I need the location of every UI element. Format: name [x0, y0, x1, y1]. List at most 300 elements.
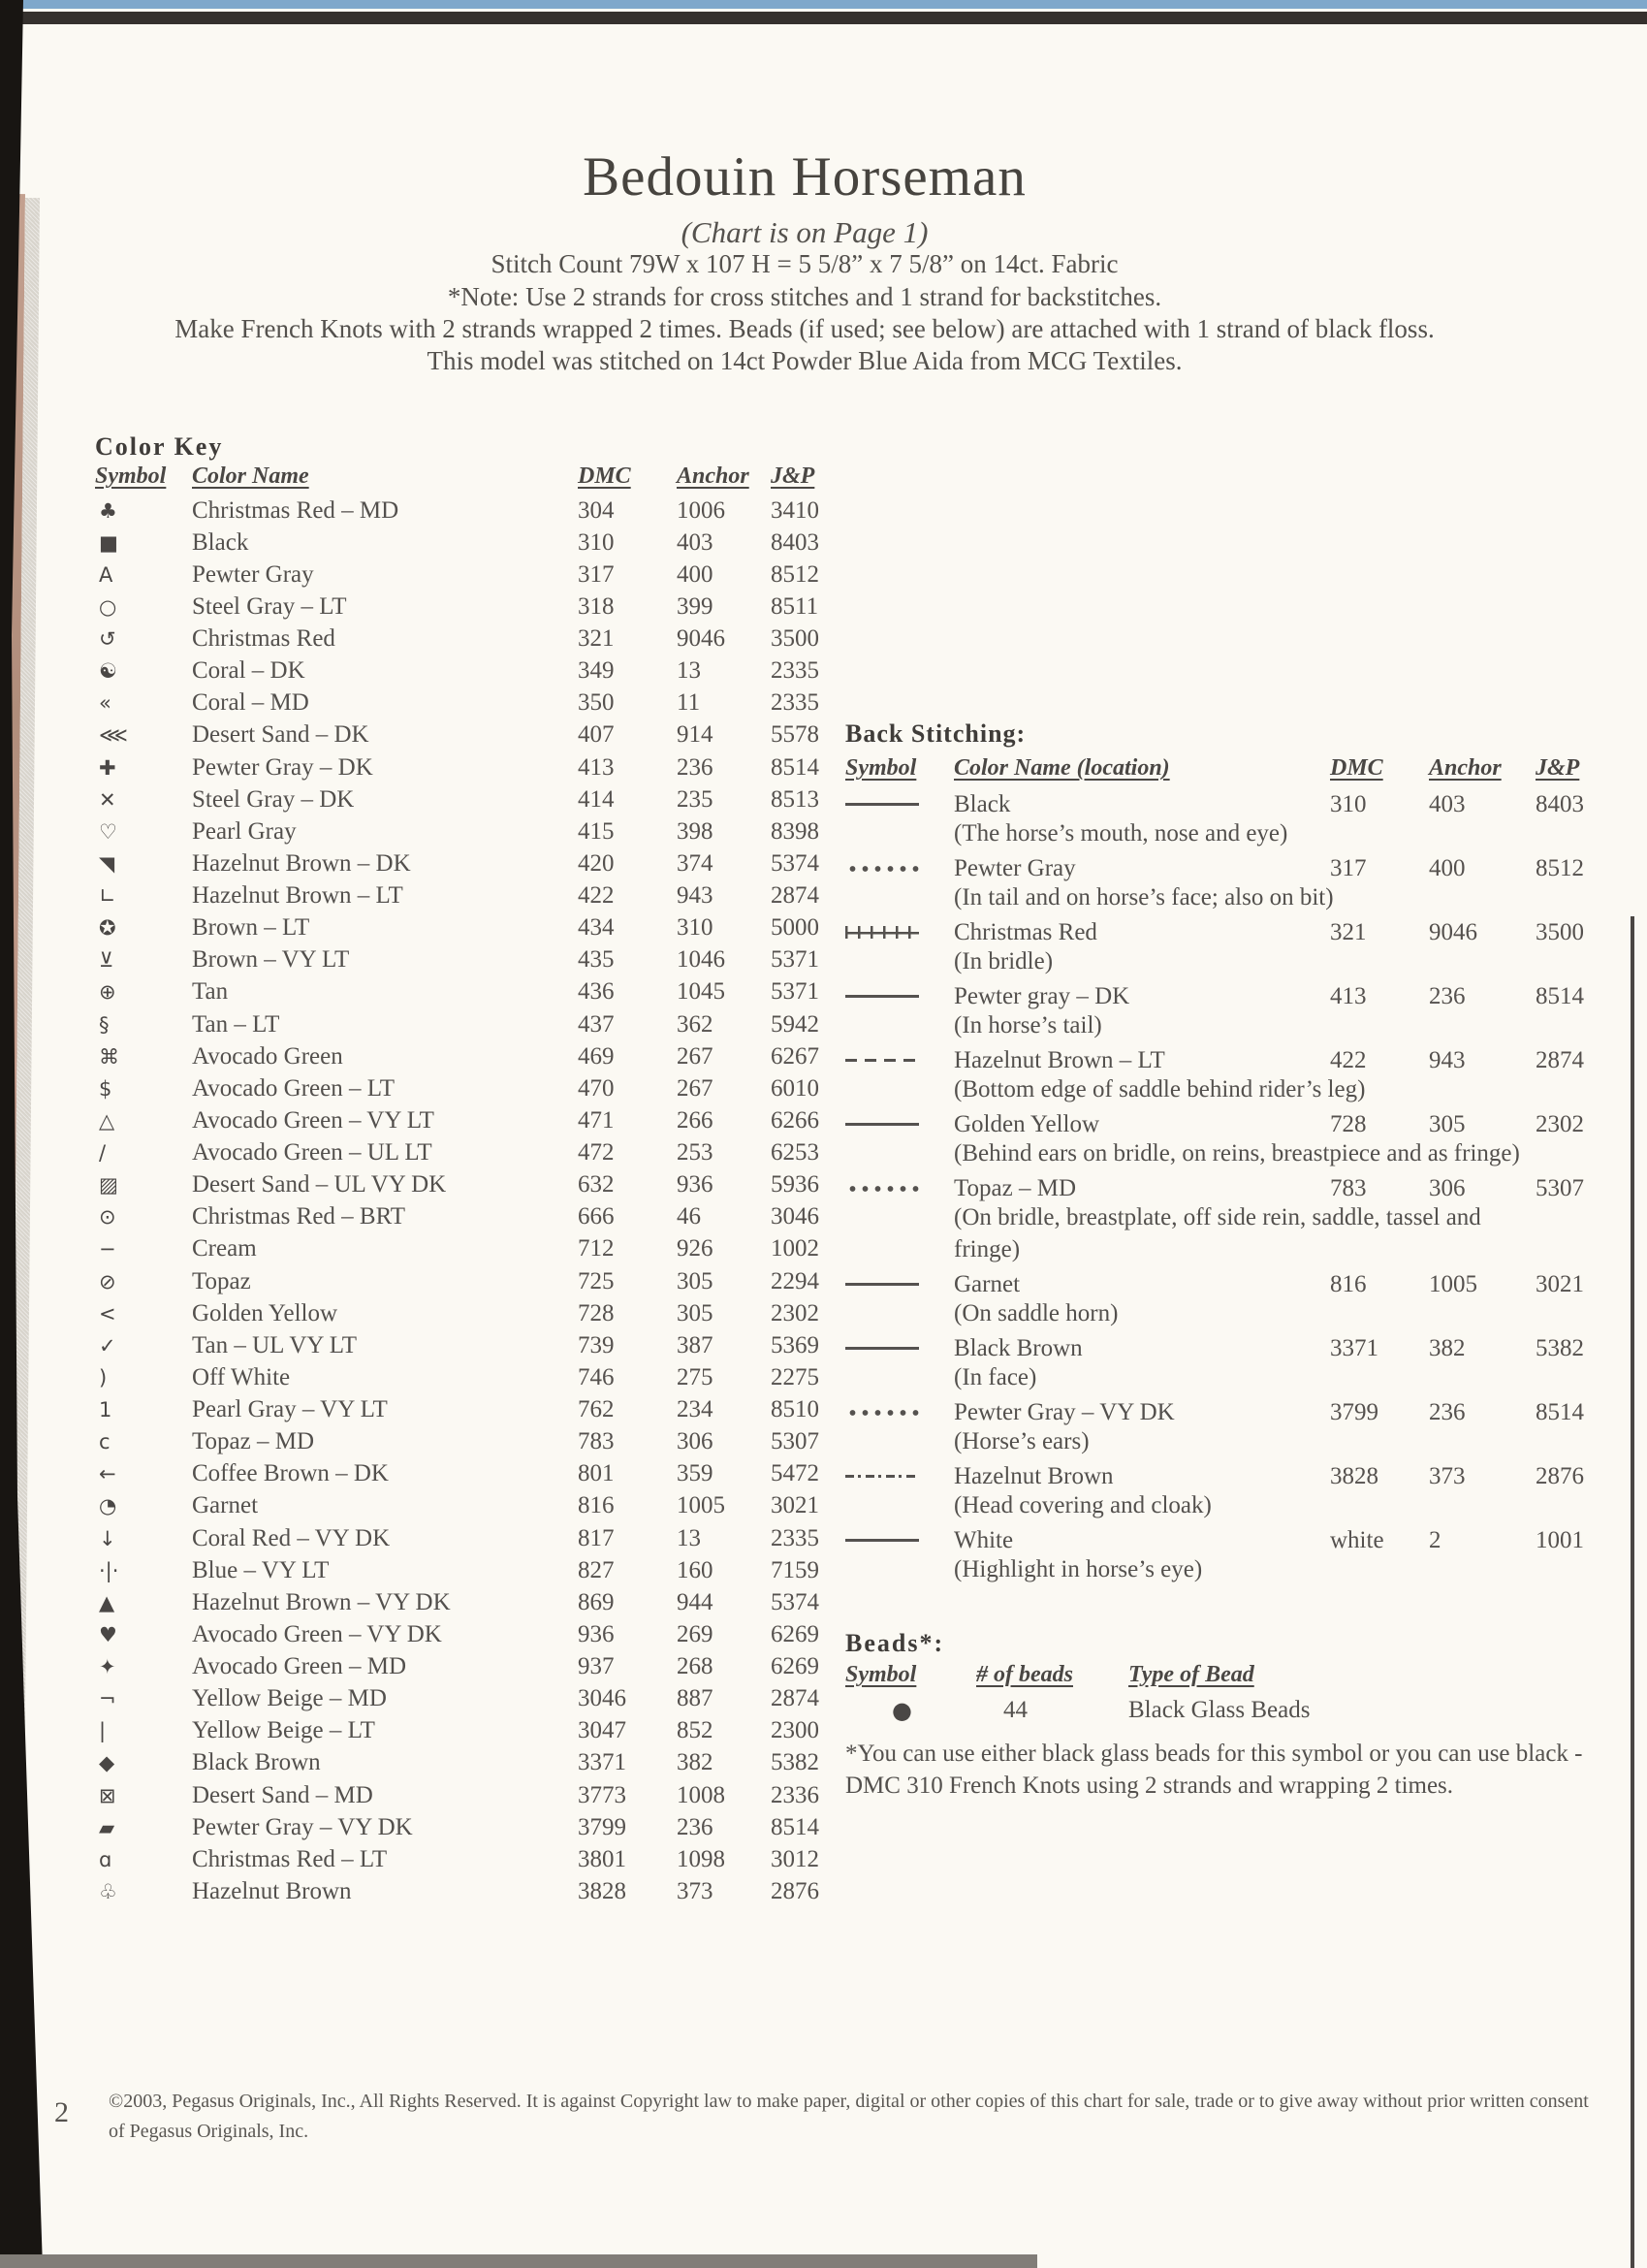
- anchor-number: 13: [677, 1524, 701, 1551]
- jp-number: 8514: [1536, 982, 1584, 1009]
- line-symbol-cell: [845, 860, 954, 878]
- jp-number: 8514: [771, 753, 819, 781]
- header-block: [19, 0, 1590, 375]
- line-symbol-cell: [845, 1532, 954, 1549]
- color-name: Avocado Green – VY DK: [192, 1620, 442, 1647]
- color-key-row: [95, 1361, 871, 1393]
- jp-number: 5578: [771, 721, 819, 749]
- anchor-number: 267: [677, 1042, 713, 1070]
- color-name: Pearl Gray: [192, 817, 297, 845]
- color-name: Pearl Gray – VY LT: [192, 1396, 388, 1423]
- anchor-number: 1098: [677, 1845, 725, 1872]
- dotted-line-icon: [845, 1182, 919, 1196]
- anchor-number: 2: [1429, 1526, 1441, 1553]
- stitch-symbol-icon: «: [99, 691, 111, 716]
- color-name: Hazelnut Brown: [954, 1462, 1114, 1489]
- color-key-row: [95, 719, 871, 751]
- color-name: Hazelnut Brown – VY DK: [192, 1588, 451, 1615]
- color-key-row: [95, 1072, 871, 1104]
- color-name: Brown – VY LT: [192, 946, 350, 974]
- color-name: Steel Gray – LT: [192, 592, 347, 620]
- color-key-row: [95, 1040, 871, 1072]
- jp-number: 6269: [771, 1653, 819, 1680]
- jp-number: 6266: [771, 1106, 819, 1134]
- anchor-number: 374: [677, 849, 713, 877]
- jp-number: 2336: [771, 1781, 819, 1808]
- color-name: Hazelnut Brown – LT: [192, 882, 403, 910]
- anchor-number: 403: [1429, 790, 1466, 817]
- jp-number: 2876: [771, 1877, 819, 1904]
- jp-number: 6269: [771, 1620, 819, 1647]
- dmc-number: white: [1330, 1526, 1384, 1553]
- stitch-symbol-icon: ♧: [99, 1879, 117, 1903]
- dmc-number: 317: [578, 560, 615, 588]
- jp-number: 5936: [771, 1171, 819, 1198]
- jp-number: 5307: [771, 1428, 819, 1455]
- back-stitch-row: [845, 1172, 1640, 1204]
- stitch-symbol-icon: ⊕: [99, 980, 116, 1005]
- dmc-number: 436: [578, 978, 615, 1006]
- jp-number: 8403: [1536, 790, 1584, 817]
- line-symbol-cell: [845, 1276, 954, 1294]
- stitch-symbol-icon: ∟: [99, 884, 116, 909]
- stitch-symbol-icon: ✚: [99, 755, 116, 780]
- color-name: Pewter Gray: [192, 560, 314, 588]
- dmc-number: 304: [578, 496, 615, 524]
- jp-number: 5942: [771, 1010, 819, 1038]
- stitch-symbol-icon: ♥: [99, 1622, 117, 1646]
- anchor-number: 362: [677, 1010, 713, 1038]
- jp-number: 3021: [771, 1492, 819, 1519]
- anchor-number: 382: [677, 1749, 713, 1776]
- anchor-number: 359: [677, 1460, 713, 1487]
- dotted-line-icon: [845, 862, 919, 876]
- anchor-number: 253: [677, 1139, 713, 1166]
- color-key-row: [95, 751, 871, 783]
- bead-count: 44: [1003, 1697, 1028, 1723]
- color-name: Tan – UL VY LT: [192, 1331, 357, 1358]
- stitch-symbol-icon: |: [99, 1719, 107, 1743]
- jp-number: 8514: [1536, 1398, 1584, 1425]
- color-name: Black Brown: [954, 1334, 1083, 1361]
- anchor-number: 236: [677, 753, 713, 781]
- dashdot-line-icon: [845, 1470, 919, 1484]
- stitch-symbol-icon: ⊘: [99, 1269, 116, 1294]
- stitch-symbol-icon: ▨: [99, 1173, 118, 1198]
- anchor-number: 268: [677, 1653, 713, 1680]
- anchor-number: 1046: [677, 946, 725, 974]
- color-name: Pewter Gray – VY DK: [192, 1813, 413, 1840]
- anchor-number: 11: [677, 689, 701, 717]
- color-key-row: [95, 1008, 871, 1040]
- dmc-number: 739: [578, 1331, 615, 1358]
- bead-type: Black Glass Beads: [1128, 1697, 1311, 1723]
- beads-heading: Beads*:: [845, 1629, 945, 1657]
- anchor-number: 1006: [677, 496, 725, 524]
- dmc-number: 434: [578, 914, 615, 942]
- anchor-number: 9046: [1429, 918, 1477, 945]
- stitch-symbol-icon: ✪: [99, 916, 116, 941]
- stitch-symbol-icon: $: [99, 1076, 112, 1101]
- color-key-row: [95, 1811, 871, 1843]
- solid-line-icon: [845, 1342, 919, 1356]
- jp-number: 6267: [771, 1042, 819, 1070]
- stitch-symbol-icon: ♣: [99, 498, 117, 523]
- color-key-row: [95, 1394, 871, 1426]
- color-name: Golden Yellow: [192, 1299, 338, 1326]
- jp-number: 5374: [771, 1588, 819, 1615]
- jp-number: 2335: [771, 689, 819, 717]
- color-key-row: [95, 1618, 871, 1650]
- jp-number: 2275: [771, 1363, 819, 1390]
- dmc-number: 3799: [1330, 1398, 1378, 1425]
- color-name: Blue – VY LT: [192, 1556, 330, 1583]
- column-header-bead-count: # of beads: [976, 1662, 1073, 1687]
- anchor-number: 266: [677, 1106, 713, 1134]
- anchor-number: 1008: [677, 1781, 725, 1808]
- column-header-dmc: DMC: [1330, 755, 1383, 781]
- color-key-row: [95, 1651, 871, 1683]
- dmc-number: 472: [578, 1139, 615, 1166]
- dotted-line-icon: [845, 1406, 919, 1420]
- jp-number: 3410: [771, 496, 819, 524]
- dmc-number: 827: [578, 1556, 615, 1583]
- stitch-symbol-icon: ¬: [99, 1687, 116, 1711]
- column-header-symbol: Symbol: [95, 463, 167, 489]
- anchor-number: 275: [677, 1363, 713, 1390]
- stitch-location-line: (On saddle horn): [954, 1300, 1119, 1326]
- color-key-row: [95, 1297, 871, 1329]
- anchor-number: 1005: [1429, 1270, 1477, 1297]
- anchor-number: 382: [1429, 1334, 1466, 1361]
- stitch-symbol-icon: ←: [99, 1462, 116, 1486]
- anchor-number: 305: [677, 1267, 713, 1294]
- dmc-number: 413: [1330, 982, 1367, 1009]
- solid-line-icon: [845, 798, 919, 812]
- color-key-row: [95, 847, 871, 879]
- french-knots-note-line: Make French Knots with 2 strands wrapped 2 times. Beads (if used; see below) are attached with 1 strand of black floss.: [174, 314, 1435, 343]
- color-name: Topaz – MD: [954, 1174, 1077, 1201]
- dmc-number: 471: [578, 1106, 615, 1134]
- stitch-symbol-icon: /: [99, 1141, 107, 1166]
- color-key-row: [95, 623, 871, 655]
- column-header-color-name-location: Color Name (location): [954, 755, 1170, 781]
- column-header-jp: J&P: [771, 463, 815, 489]
- jp-number: 5371: [771, 978, 819, 1006]
- color-key-row: [95, 1137, 871, 1169]
- line-symbol-cell: [845, 1340, 954, 1358]
- dmc-number: 407: [578, 721, 615, 749]
- stitch-symbol-icon: ·|·: [99, 1558, 119, 1582]
- stitch-symbol-icon: ↺: [99, 627, 116, 652]
- line-symbol-cell: [845, 924, 954, 942]
- stitch-symbol-icon: ⊙: [99, 1205, 116, 1230]
- dmc-number: 762: [578, 1396, 615, 1423]
- bead-symbol-icon: ●: [892, 1697, 912, 1724]
- stitch-location-line: (The horse’s mouth, nose and eye): [954, 820, 1288, 847]
- page-title: Bedouin Horseman: [583, 146, 1027, 208]
- color-key-row: [95, 783, 871, 815]
- stitch-symbol-icon: ▰: [99, 1815, 115, 1839]
- color-key-row: [95, 880, 871, 912]
- chart-reference-subtitle: (Chart is on Page 1): [681, 215, 929, 249]
- stitch-symbol-icon: ✓: [99, 1333, 116, 1358]
- color-name: Off White: [192, 1363, 291, 1390]
- anchor-number: 1045: [677, 978, 725, 1006]
- stitch-location-line: fringe): [954, 1236, 1021, 1262]
- color-key-row: [95, 815, 871, 847]
- color-name: Pewter Gray – DK: [192, 753, 373, 781]
- model-fabric-note-line: This model was stitched on 14ct Powder Blue Aida from MCG Textiles.: [427, 346, 1183, 375]
- solid-line-icon: [845, 1278, 919, 1292]
- back-stitch-row: [845, 1044, 1640, 1076]
- anchor-number: 852: [677, 1717, 713, 1744]
- color-name: Avocado Green – LT: [192, 1074, 395, 1102]
- jp-number: 8398: [771, 817, 819, 845]
- back-stitch-row: [845, 788, 1640, 820]
- color-key-row: [95, 1747, 871, 1779]
- color-key-row: [95, 1233, 871, 1265]
- dmc-number: 469: [578, 1042, 615, 1070]
- jp-number: 2874: [771, 882, 819, 910]
- dmc-number: 413: [578, 753, 615, 781]
- stitch-symbol-icon: c: [99, 1430, 111, 1454]
- color-name: Hazelnut Brown: [192, 1877, 352, 1904]
- color-name: Christmas Red – LT: [192, 1845, 388, 1872]
- jp-number: 3021: [1536, 1270, 1584, 1297]
- color-name: Avocado Green – UL LT: [192, 1139, 432, 1166]
- column-header-color-name: Color Name: [192, 463, 309, 489]
- color-name: Black: [192, 528, 249, 556]
- color-key-row: [95, 655, 871, 687]
- back-stitch-row: [845, 852, 1640, 884]
- color-key-row: [95, 912, 871, 944]
- jp-number: 2294: [771, 1267, 819, 1294]
- back-stitch-row: [845, 1108, 1640, 1140]
- anchor-number: 926: [677, 1235, 713, 1262]
- dmc-number: 3828: [578, 1877, 626, 1904]
- dmc-number: 310: [1330, 790, 1367, 817]
- dmc-number: 746: [578, 1363, 615, 1390]
- jp-number: 3500: [771, 625, 819, 653]
- column-header-jp: J&P: [1536, 755, 1580, 781]
- anchor-number: 235: [677, 785, 713, 813]
- anchor-number: 914: [677, 721, 713, 749]
- color-key-row: [95, 591, 871, 623]
- stitch-symbol-icon: ⋘: [99, 723, 128, 748]
- color-key-row: [95, 1586, 871, 1618]
- back-stitch-row: [845, 1396, 1640, 1428]
- stitch-symbol-icon: ☯: [99, 659, 117, 684]
- color-key-row: [95, 944, 871, 976]
- jp-number: 8513: [771, 785, 819, 813]
- jp-number: 5371: [771, 946, 819, 974]
- anchor-number: 269: [677, 1620, 713, 1647]
- color-key-row: [95, 559, 871, 591]
- jp-number: 8512: [1536, 854, 1584, 881]
- beads-table: [845, 1694, 1427, 1727]
- dmc-number: 783: [1330, 1174, 1367, 1201]
- dmc-number: 422: [1330, 1046, 1367, 1073]
- dmc-number: 317: [1330, 854, 1367, 881]
- line-symbol-cell: [845, 1052, 954, 1070]
- dmc-number: 435: [578, 946, 615, 974]
- color-name: Pewter Gray: [954, 854, 1076, 881]
- color-name: Christmas Red: [954, 918, 1097, 945]
- color-name: Desert Sand – DK: [192, 721, 369, 749]
- color-key-row: [95, 1104, 871, 1136]
- color-name: Brown – LT: [192, 914, 310, 942]
- stitch-symbol-icon: ⌘: [99, 1044, 119, 1069]
- strands-note-line: *Note: Use 2 strands for cross stitches and 1 strand for backstitches.: [447, 282, 1162, 311]
- color-name: Tan – LT: [192, 1010, 280, 1038]
- color-name: Christmas Red – MD: [192, 496, 399, 524]
- jp-number: 7159: [771, 1556, 819, 1583]
- line-symbol-cell: [845, 1180, 954, 1198]
- stitch-symbol-icon: §: [99, 1012, 110, 1037]
- anchor-number: 403: [677, 528, 713, 556]
- anchor-number: 160: [677, 1556, 713, 1583]
- color-name: Coffee Brown – DK: [192, 1460, 389, 1487]
- color-name: Avocado Green – VY LT: [192, 1106, 434, 1134]
- line-symbol-cell: [845, 796, 954, 814]
- color-name: Desert Sand – UL VY DK: [192, 1171, 447, 1198]
- dmc-number: 3371: [578, 1749, 626, 1776]
- stitch-symbol-icon: ): [99, 1365, 108, 1390]
- jp-number: 2302: [1536, 1110, 1584, 1137]
- dmc-number: 3046: [578, 1685, 626, 1712]
- stitch-symbol-icon: A: [99, 562, 113, 587]
- column-header-dmc: DMC: [578, 463, 631, 489]
- bead-row: [845, 1694, 1427, 1727]
- stitch-symbol-icon: −: [99, 1237, 116, 1262]
- anchor-number: 373: [677, 1877, 713, 1904]
- stitch-location-line: (Behind ears on bridle, on reins, breastpiece and as fringe): [954, 1140, 1520, 1166]
- color-key-row: [95, 1522, 871, 1554]
- dmc-number: 869: [578, 1588, 615, 1615]
- jp-number: 8510: [771, 1396, 819, 1423]
- color-name: Topaz: [192, 1267, 251, 1294]
- jp-number: 1002: [771, 1235, 819, 1262]
- back-stitch-row: [845, 1268, 1640, 1300]
- color-key-row: [95, 1683, 871, 1715]
- jp-number: 6010: [771, 1074, 819, 1102]
- color-name: Golden Yellow: [954, 1110, 1100, 1137]
- color-name: Black: [954, 790, 1011, 817]
- color-key-row: [95, 1201, 871, 1233]
- anchor-number: 373: [1429, 1462, 1466, 1489]
- dmc-number: 816: [1330, 1270, 1367, 1297]
- stitch-location-line: (Bottom edge of saddle behind rider’s leg): [954, 1076, 1366, 1102]
- dmc-number: 321: [1330, 918, 1367, 945]
- dmc-number: 728: [1330, 1110, 1367, 1137]
- color-name: Avocado Green: [192, 1042, 343, 1070]
- stitch-symbol-icon: ↓: [99, 1526, 116, 1550]
- stitch-location-line: (In horse’s tail): [954, 1012, 1102, 1038]
- color-name: Garnet: [192, 1492, 259, 1519]
- anchor-number: 236: [1429, 982, 1466, 1009]
- anchor-number: 387: [677, 1331, 713, 1358]
- color-name: Hazelnut Brown – LT: [954, 1046, 1165, 1073]
- column-header-anchor: Anchor: [677, 463, 749, 489]
- anchor-number: 400: [677, 560, 713, 588]
- copyright-text: ©2003, Pegasus Originals, Inc., All Rights Reserved. It is against Copyright law to make paper, digital or other copies of this chart for sale, trade or to give away without prior written consent of Pegasus Originals, Inc.: [109, 2091, 1589, 2142]
- jp-number: 1001: [1536, 1526, 1584, 1553]
- color-name: Hazelnut Brown – DK: [192, 849, 411, 877]
- jp-number: 2335: [771, 1524, 819, 1551]
- stitch-location-line: (Head covering and cloak): [954, 1492, 1212, 1518]
- anchor-number: 1005: [677, 1492, 725, 1519]
- anchor-number: 936: [677, 1171, 713, 1198]
- jp-number: 8403: [771, 528, 819, 556]
- stitch-symbol-icon: ◆: [99, 1751, 115, 1775]
- stitch-symbol-icon: ✕: [99, 787, 116, 812]
- back-stitching-table: [845, 788, 1640, 1588]
- stitch-location-line: (Highlight in horse’s eye): [954, 1556, 1203, 1582]
- jp-number: 5374: [771, 849, 819, 877]
- stitch-symbol-icon: ✦: [99, 1655, 116, 1679]
- dmc-number: 318: [578, 592, 615, 620]
- stitch-symbol-icon: ⊻: [99, 948, 114, 973]
- anchor-number: 305: [1429, 1110, 1466, 1137]
- anchor-number: 943: [1429, 1046, 1466, 1073]
- dmc-number: 415: [578, 817, 615, 845]
- dmc-number: 422: [578, 882, 615, 910]
- color-key-row: [95, 1843, 871, 1875]
- color-name: Yellow Beige – MD: [192, 1685, 387, 1712]
- anchor-number: 887: [677, 1685, 713, 1712]
- dmc-number: 3799: [578, 1813, 626, 1840]
- solid-line-icon: [845, 990, 919, 1004]
- color-key-row: [95, 687, 871, 719]
- back-stitching-heading: Back Stitching:: [845, 719, 1027, 748]
- stitch-location-line: (In tail and on horse’s face; also on bit): [954, 884, 1334, 910]
- jp-number: 2874: [1536, 1046, 1584, 1073]
- anchor-number: 306: [677, 1428, 713, 1455]
- color-key-row: [95, 527, 871, 559]
- dmc-number: 816: [578, 1492, 615, 1519]
- color-key-table: [95, 495, 871, 1908]
- back-stitch-row: [845, 980, 1640, 1012]
- jp-number: 8511: [771, 592, 819, 620]
- jp-number: 5369: [771, 1331, 819, 1358]
- dmc-number: 470: [578, 1074, 615, 1102]
- jp-number: 2300: [771, 1717, 819, 1744]
- jp-number: 6253: [771, 1139, 819, 1166]
- jp-number: 5472: [771, 1460, 819, 1487]
- color-key-row: [95, 1715, 871, 1747]
- dmc-number: 420: [578, 849, 615, 877]
- stitch-location-line: (In face): [954, 1364, 1037, 1390]
- stitch-count-line: Stitch Count 79W x 107 H = 5 5/8” x 7 5/8” on 14ct. Fabric: [491, 249, 1119, 278]
- dmc-number: 632: [578, 1171, 615, 1198]
- dmc-number: 3371: [1330, 1334, 1378, 1361]
- stitch-symbol-icon: ◔: [99, 1494, 117, 1518]
- color-key-row: [95, 1265, 871, 1297]
- anchor-number: 943: [677, 882, 713, 910]
- jp-number: 2335: [771, 657, 819, 685]
- stitch-location-line: (In bridle): [954, 948, 1054, 974]
- color-key-row: [95, 1779, 871, 1811]
- color-key-row: [95, 1554, 871, 1586]
- anchor-number: 267: [677, 1074, 713, 1102]
- anchor-number: 944: [677, 1588, 713, 1615]
- stitch-location-line: (Horse’s ears): [954, 1428, 1090, 1454]
- dmc-number: 310: [578, 528, 615, 556]
- anchor-number: 236: [1429, 1398, 1466, 1425]
- color-name: Yellow Beige – LT: [192, 1717, 375, 1744]
- jp-number: 2302: [771, 1299, 819, 1326]
